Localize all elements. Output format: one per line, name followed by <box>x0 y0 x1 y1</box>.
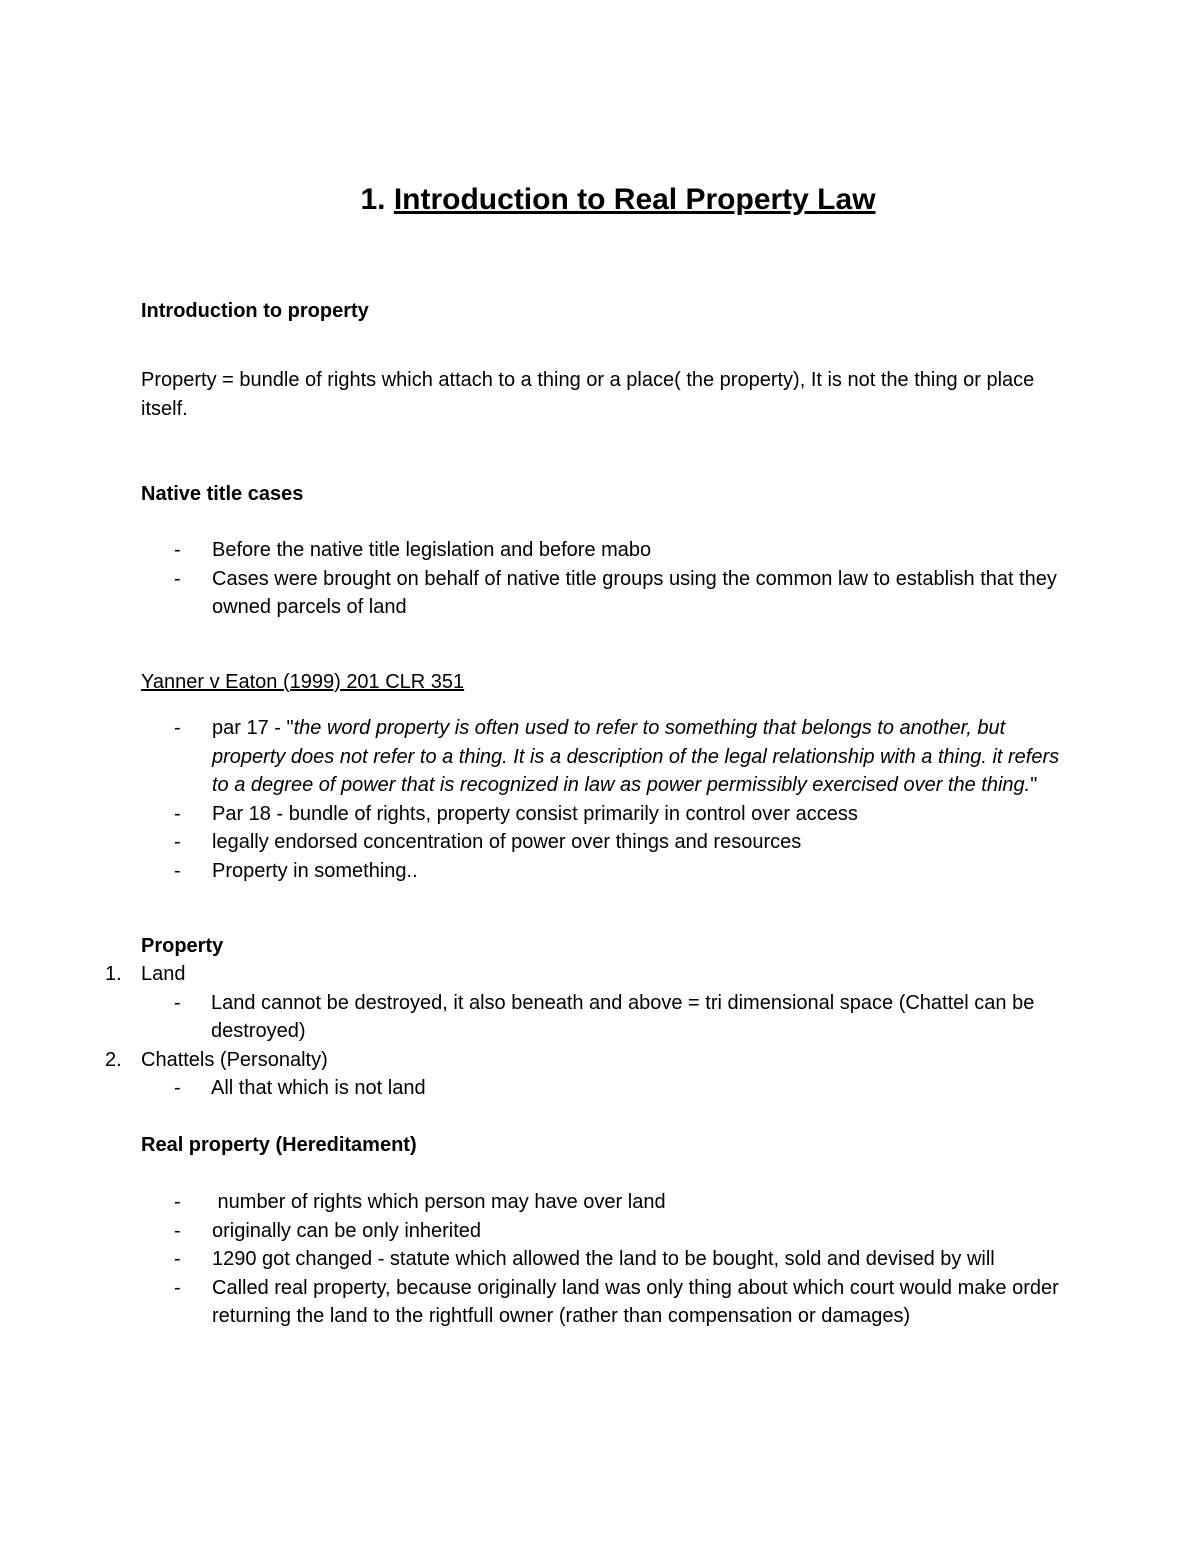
numbered-item-land: 1. Land <box>0 960 1071 989</box>
dash-bullet: - <box>174 567 181 590</box>
native-title-heading: Native title cases <box>141 483 304 505</box>
numbered-item-chattels: 2. Chattels (Personalty) <box>0 1046 1071 1075</box>
dash-bullet: - <box>174 859 181 882</box>
dash-bullet: - <box>174 1219 181 1242</box>
title-text: Introduction to Real Property Law <box>393 183 876 216</box>
list-item: - par 17 - "the word property is often used to refer to something that belongs to another, but property does not refer to a thing. It is a description of the legal relationship with a thing. it refers to a degree of power that is recognized in law as power permissibly exercised over the thing." <box>141 714 1071 800</box>
property-heading: Property <box>141 935 224 957</box>
list-item: - Property in something.. <box>141 857 1071 886</box>
item-number: 2. <box>105 1048 122 1071</box>
real-property-heading: Real property (Hereditament) <box>141 1134 417 1156</box>
dash-bullet: - <box>174 717 181 739</box>
case-quote: the word property is often used to refer to something that belongs to another, but property does not refer to a thing. It is a description of the legal relationship with a thing. it refers to a degree of power that is recognized in law as power permissibly exercised over the thing. <box>212 717 1060 796</box>
case-citation <box>141 668 1071 697</box>
dash-bullet: - <box>174 991 181 1014</box>
dash-bullet: - <box>174 1248 181 1270</box>
sub-item: - Land cannot be destroyed, it also beneath and above = tri dimensional space (Chattel can be destroyed) <box>0 989 1071 1046</box>
dash-bullet: - <box>174 539 181 561</box>
list-item: - Before the native title legislation and before mabo <box>141 536 1071 565</box>
sub-item: - All that which is not land <box>0 1074 1071 1103</box>
list-item: - number of rights which person may have over land <box>141 1188 1081 1217</box>
title-number: 1. <box>360 183 394 216</box>
native-title-list <box>141 536 1071 622</box>
real-property-list <box>141 1188 1081 1331</box>
intro-heading: Introduction to property <box>141 300 369 322</box>
dash-bullet: - <box>174 1077 181 1099</box>
intro-paragraph: Property = bundle of rights which attach to a thing or a place( the property), It is not the thing or place itself. <box>141 369 1035 420</box>
dash-bullet: - <box>174 1191 181 1213</box>
list-item: - Cases were brought on behalf of native title groups using the common law to establish that they owned parcels of land <box>141 565 1071 622</box>
item-number: 1. <box>105 963 122 985</box>
case-name: Yanner v Eaton (1999) 201 CLR 351 <box>141 671 465 693</box>
yanner-list <box>141 714 1071 885</box>
list-item: - originally can be only inherited <box>141 1217 1081 1246</box>
list-item: - Called real property, because originally land was only thing about which court would make order returning the land to the rightfull owner (rather than compensation or damages) <box>141 1274 1081 1331</box>
dash-bullet: - <box>174 802 181 825</box>
list-item: - legally endorsed concentration of power over things and resources <box>141 828 1071 857</box>
property-list <box>0 960 1071 1103</box>
dash-bullet: - <box>174 1276 181 1299</box>
list-item: - Par 18 - bundle of rights, property consist primarily in control over access <box>141 800 1071 829</box>
dash-bullet: - <box>174 831 181 853</box>
page-title <box>0 182 1200 218</box>
list-item: - 1290 got changed - statute which allowed the land to be bought, sold and devised by will <box>141 1245 1081 1274</box>
